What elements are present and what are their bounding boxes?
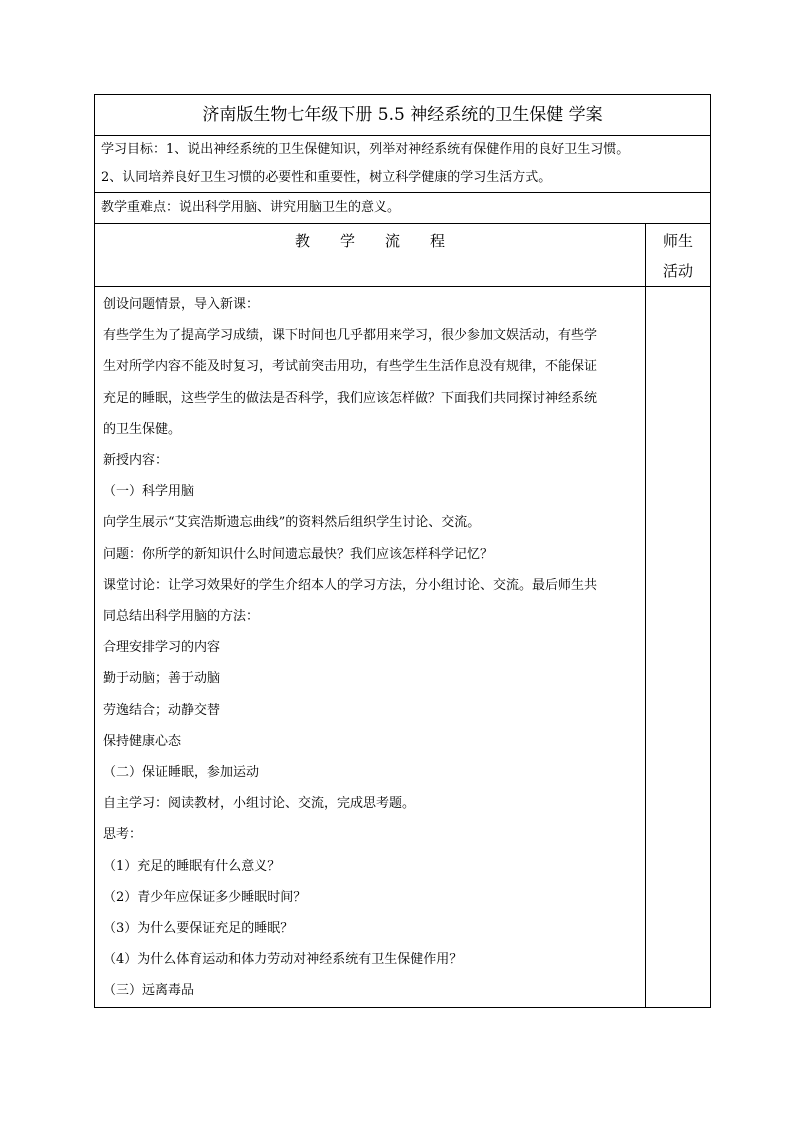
content-line: 向学生展示“艾宾浩斯遗忘曲线”的资料然后组织学生讨论、交流。 xyxy=(103,515,481,531)
content-line: 的卫生保健。 xyxy=(103,421,182,437)
content-line: （1）充足的睡眠有什么意义？ xyxy=(103,858,281,874)
goal-line-1: 学习目标：1、说出神经系统的卫生保健知识，列举对神经系统有保健作用的良好卫生习惯。 xyxy=(101,142,630,157)
worksheet xyxy=(94,94,710,1008)
content-line: 同总结出科学用脑的方法： xyxy=(103,609,260,625)
content-line: 充足的睡眠，这些学生的做法是否科学，我们应该怎样做？下面我们共同探讨神经系统 xyxy=(103,390,598,406)
content-line: （二）保证睡眠，参加运动 xyxy=(103,765,260,781)
activity-header-line-1: 师生 xyxy=(662,232,693,250)
worksheet-table xyxy=(94,94,711,1008)
learning-goals xyxy=(95,136,711,193)
content-line: 有些学生为了提高学习成绩，课下时间也几乎都用来学习，很少参加文娱活动，有些学 xyxy=(103,328,598,344)
content-line: 思考： xyxy=(103,827,143,843)
content-line: （3）为什么要保证充足的睡眠？ xyxy=(103,921,294,937)
content-line: 劳逸结合；动静交替 xyxy=(103,702,221,718)
activity-header-line-2: 活动 xyxy=(662,262,693,280)
goal-line-2: 2、认同培养良好卫生习惯的必要性和重要性，树立科学健康的学习生活方式。 xyxy=(101,170,552,185)
key-points: 教学重难点：说出科学用脑、讲究用脑卫生的意义。 xyxy=(95,193,711,224)
content-line: （4）为什么体育运动和体力劳动对神经系统有卫生保健作用？ xyxy=(103,952,463,968)
content-line: 合理安排学习的内容 xyxy=(103,640,221,656)
content-line: （一）科学用脑 xyxy=(103,484,195,500)
content-line: 问题：你所学的新知识什么时间遗忘最快？我们应该怎样科学记忆？ xyxy=(103,546,494,562)
content-line: 创设问题情景，导入新课： xyxy=(103,297,260,312)
content-line: （三）远离毒品 xyxy=(103,983,195,999)
teaching-flow-header: 教 学 流 程 xyxy=(95,224,646,287)
content-line: （2）青少年应保证多少睡眠时间？ xyxy=(103,889,307,905)
content-line: 课堂讨论：让学习效果好的学生介绍本人的学习方法，分小组讨论、交流。最后师生共 xyxy=(103,577,598,593)
activity-header xyxy=(646,224,711,287)
content-line: 自主学习：阅读教材，小组讨论、交流，完成思考题。 xyxy=(103,796,416,812)
content-line: 新授内容： xyxy=(103,453,169,469)
content-line: 保持健康心态 xyxy=(103,733,182,749)
activity-column xyxy=(646,287,711,1008)
document-title: 济南版生物七年级下册 5.5 神经系统的卫生保健 学案 xyxy=(95,95,711,136)
content-line: 生对所学内容不能及时复习，考试前突击用功，有些学生生活作息没有规律，不能保证 xyxy=(103,359,598,375)
content-line: 勤于动脑；善于动脑 xyxy=(103,671,221,687)
teaching-flow-content xyxy=(95,287,646,1008)
